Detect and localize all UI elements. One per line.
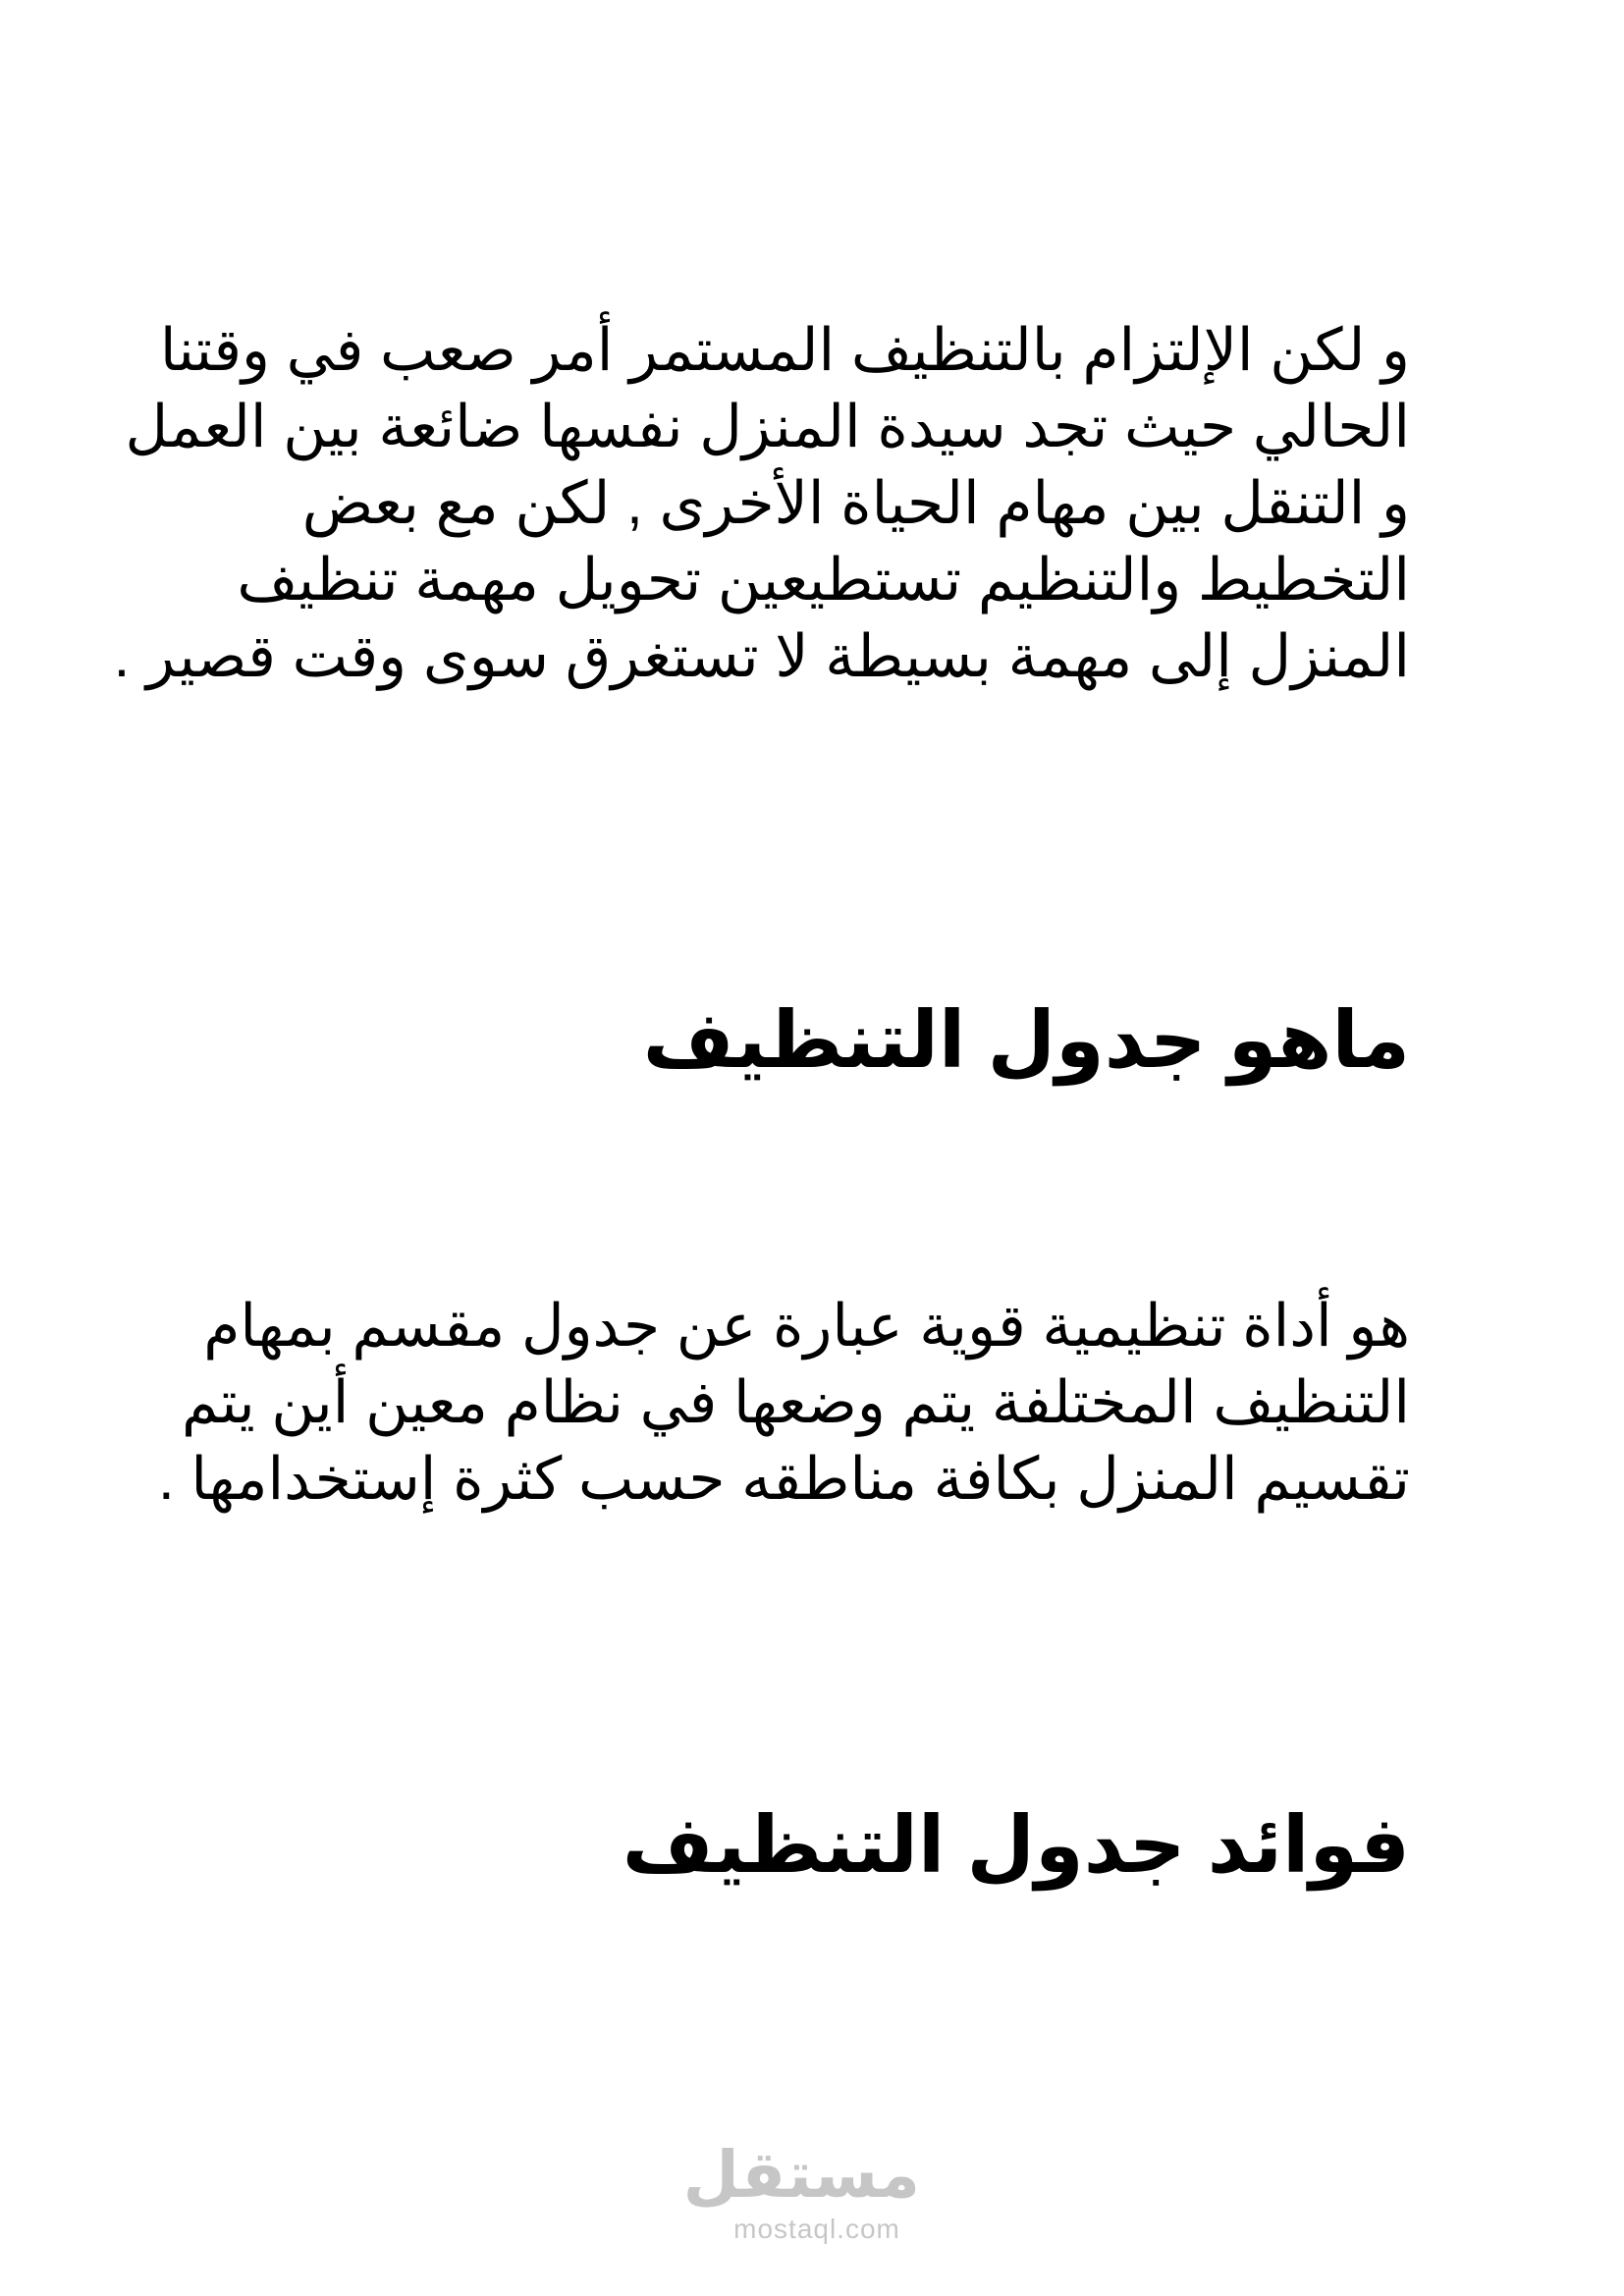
paragraph-line: المنزل إلى مهمة بسيطة لا تستغرق سوى وقت قصير . bbox=[113, 623, 1410, 689]
paragraph-line: تقسيم المنزل بكافة مناطقه حسب كثرة إستخدامها . bbox=[158, 1446, 1410, 1512]
definition-paragraph bbox=[134, 1288, 1410, 1518]
watermark-logo: مستقل bbox=[682, 2138, 920, 2211]
paragraph-line: و لكن الإلتزام بالتنظيف المستمر أمر صعب في وقتنا bbox=[159, 317, 1410, 383]
watermark-url: mostaql.com bbox=[733, 2214, 900, 2244]
intro-paragraph bbox=[113, 312, 1410, 695]
paragraph-line: الحالي حيث تجد سيدة المنزل نفسها ضائعة بين العمل bbox=[125, 394, 1410, 459]
paragraph-line: التنظيف المختلفة يتم وضعها في نظام معين أين يتم bbox=[181, 1369, 1410, 1435]
paragraph-line: و التنقل بين مهام الحياة الأخرى , لكن مع بعض bbox=[301, 470, 1410, 536]
paragraph-line: التخطيط والتنظيم تستطيعين تحويل مهمة تنظيف bbox=[237, 547, 1410, 613]
section-heading-benefits: فوائد جدول التنظيف bbox=[622, 1801, 1410, 1889]
mostaql-watermark bbox=[682, 2135, 920, 2253]
paragraph-line: هو أداة تنظيمية قوية عبارة عن جدول مقسم بمهام bbox=[203, 1293, 1410, 1359]
section-heading-what-is: ماهو جدول التنظيف bbox=[642, 996, 1410, 1084]
